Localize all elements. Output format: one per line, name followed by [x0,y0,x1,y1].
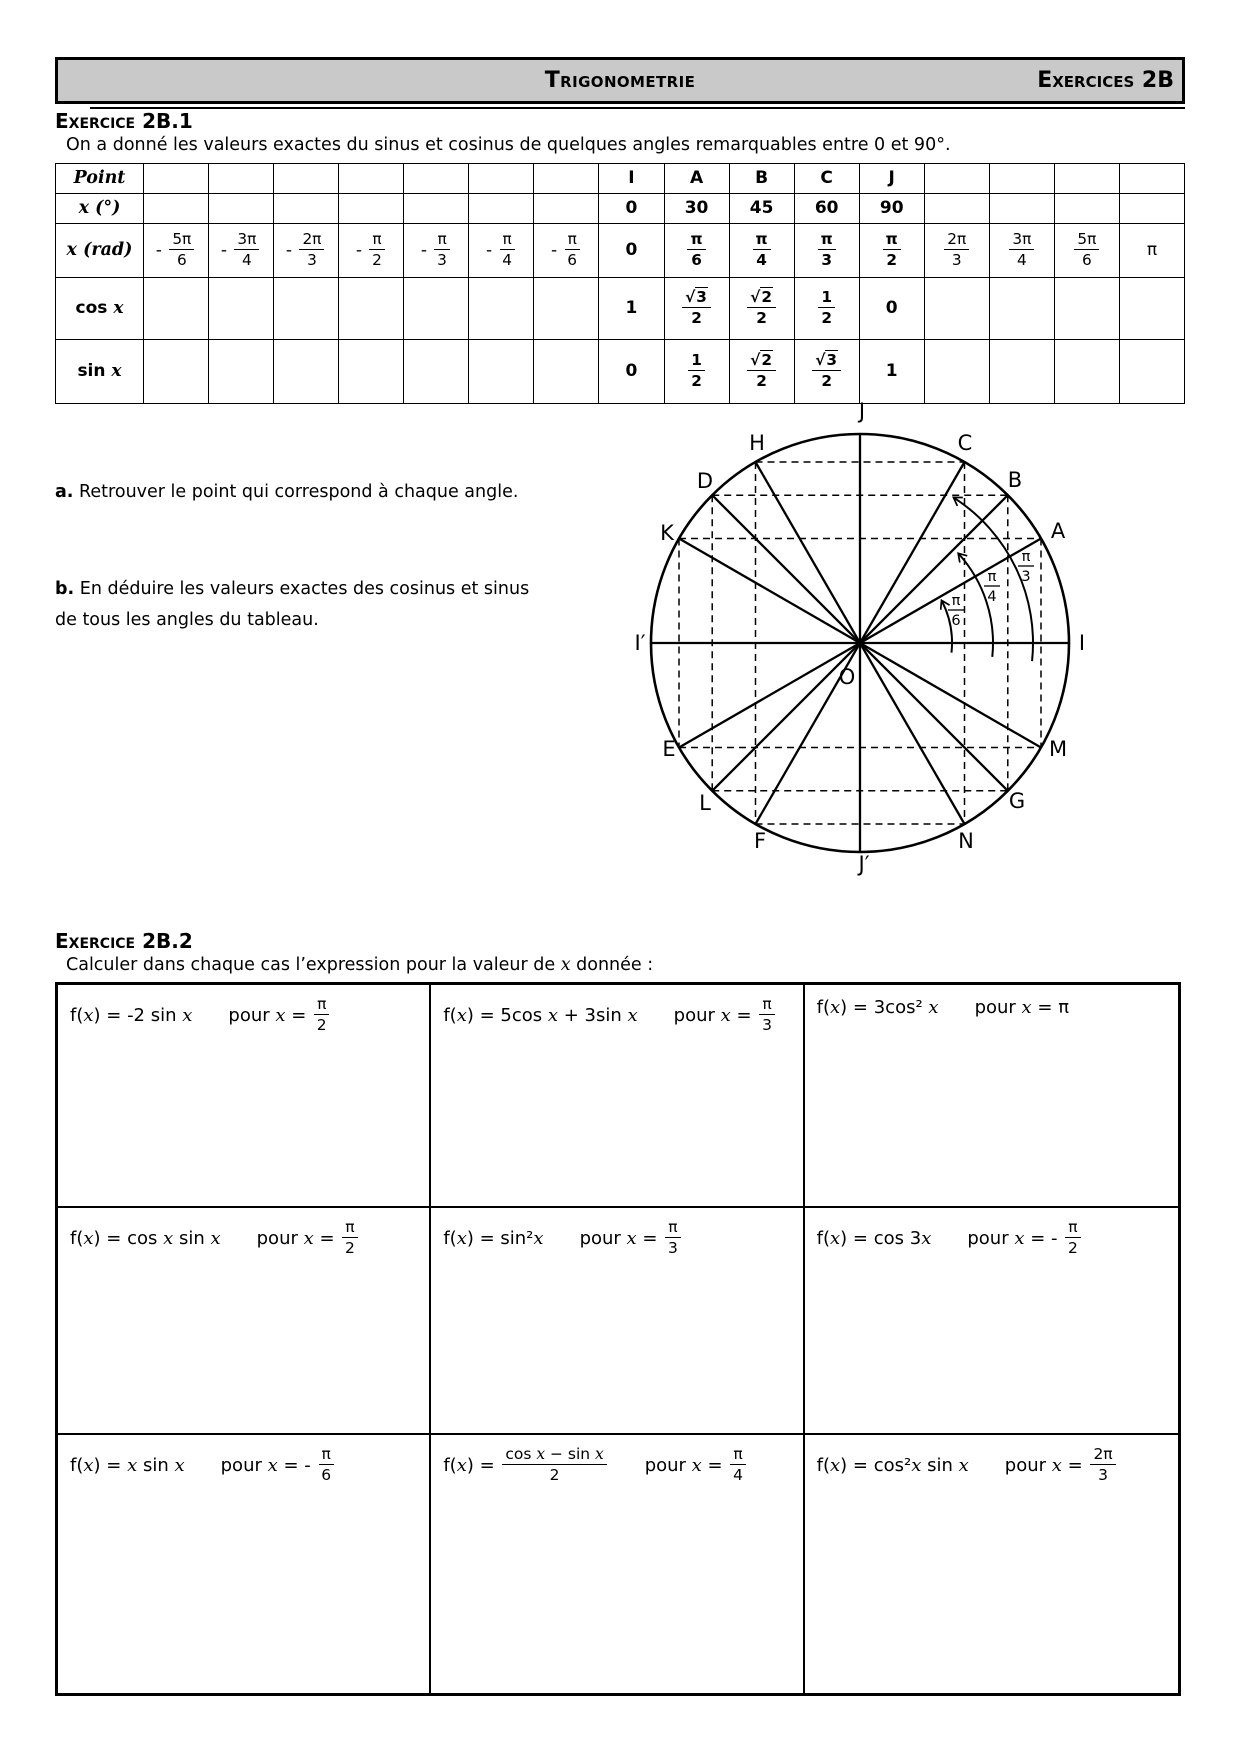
table-cell: 1 [859,340,924,404]
table-cell [274,194,339,224]
table-cell [144,278,209,340]
table-cell: $\frac{1}{2}$ [794,278,859,340]
question-a [55,482,595,502]
row-label: sin x [56,340,144,404]
circle-point-label: L [699,791,711,815]
table-cell: B [729,164,794,194]
ex2-heading: Exercice 2B.2 [55,929,193,953]
ex2-grid [55,982,1181,1696]
table-cell [209,340,274,404]
circle-point-label: A [1050,519,1066,543]
question-b [55,574,615,636]
table-cell: $\frac{3\pi}{4}$ [989,224,1054,278]
table-cell [404,278,469,340]
formula-cell [431,1435,804,1693]
pour-value: pour x = $\frac{\pi}{2}$ [257,1220,360,1258]
row-label: x (°) [56,194,144,224]
formula-cell [431,985,804,1208]
table-cell [1054,194,1119,224]
formula: f(x) = sin²x [443,1227,544,1249]
table-cell [469,340,534,404]
table-cell [144,164,209,194]
table-cell [1054,278,1119,340]
table-cell [209,164,274,194]
table-cell: 0 [599,194,664,224]
pour-value: pour x = $\frac{\pi}{3}$ [674,997,777,1035]
circle-point-label: M [1048,737,1068,761]
circle-point-label: I′ [634,631,646,655]
document-title: Trigonometrie [544,68,696,93]
circle-point-label: E [662,737,676,761]
table-cell: $\frac{√2}{2}$ [729,278,794,340]
table-cell [339,340,404,404]
question-a-text: Retrouver le point qui correspond à chaque angle. [79,482,519,502]
arc-label-numerator: π [987,569,997,585]
circle-point-label: D [696,469,714,493]
formula-cell [805,1208,1178,1435]
table-cell: $\frac{√3}{2}$ [664,278,729,340]
table-row [56,278,1185,340]
table-cell [469,164,534,194]
circle-point-label: G [1008,789,1026,813]
table-cell: $\frac{√2}{2}$ [729,340,794,404]
formula: f(x) = cos 3x [816,1227,932,1249]
formula: f(x) = -2 sin x [70,1004,193,1026]
table-cell: C [794,164,859,194]
formula-cell [805,1435,1178,1693]
table-cell: 1 [599,278,664,340]
table-cell: $\frac{√3}{2}$ [794,340,859,404]
table-cell [469,194,534,224]
table-cell [339,278,404,340]
ex2-intro: Calculer dans chaque cas l’expression pour la valeur de x donnée : [66,955,654,975]
pour-value: pour x = $\frac{\pi}{2}$ [228,997,331,1035]
question-a-label: a. [55,482,74,502]
table-cell: 90 [859,194,924,224]
pour-value: pour x = π [974,997,1070,1018]
header-right-label: Exercices 2B [1037,68,1174,93]
table-cell: $\frac{2\pi}{3}$ [924,224,989,278]
table-cell [404,194,469,224]
pour-value: pour x = $\frac{2\pi}{3}$ [1005,1447,1118,1485]
table-cell: - $\frac{\pi}{2}$ [339,224,404,278]
circle-point-label: B [1007,468,1023,492]
table-row [56,194,1185,224]
table-cell: A [664,164,729,194]
pour-value: pour x = - $\frac{\pi}{2}$ [967,1220,1082,1258]
table-cell: I [599,164,664,194]
table-cell [339,164,404,194]
formula: f(x) = 5cos x + 3sin x [443,1004,638,1026]
table-cell: - $\frac{\pi}{6}$ [534,224,599,278]
arc-label-numerator: π [951,593,961,609]
table-cell [274,340,339,404]
table-cell [274,278,339,340]
table-cell: 0 [859,278,924,340]
circle-point-label: I [1078,631,1086,655]
table-cell: π [1119,224,1184,278]
arc-label-denominator: 6 [951,613,961,629]
circle-center-label: O [838,665,856,689]
pour-value: pour x = $\frac{\pi}{3}$ [580,1220,683,1258]
table-cell: 45 [729,194,794,224]
table-cell [924,278,989,340]
formula: f(x) = 3cos² x [816,997,939,1018]
table-cell: $\frac{1}{2}$ [664,340,729,404]
table-cell [1119,164,1184,194]
table-cell [534,194,599,224]
table-cell: $\frac{\pi}{2}$ [859,224,924,278]
table-cell: $\frac{\pi}{4}$ [729,224,794,278]
arc-label-numerator: π [1021,549,1031,565]
table-cell [274,164,339,194]
circle-point-label: H [749,431,765,455]
unit-circle-diagram [588,366,1128,901]
arc-label-denominator: 3 [1021,569,1031,585]
formula-cell [431,1208,804,1435]
ex1-intro: On a donné les valeurs exactes du sinus et cosinus de quelques angles remarquables entre 0 et 90°. [66,135,951,155]
table-cell: - $\frac{5\pi}{6}$ [144,224,209,278]
circle-point-label: N [958,829,974,853]
table-cell [144,194,209,224]
table-cell [144,340,209,404]
arc-label-denominator: 4 [987,589,997,605]
formula: f(x) = $\frac{\text{cos x − sin x}}{2}$ [443,1447,608,1485]
formula: f(x) = x sin x [70,1454,185,1476]
table-cell [534,278,599,340]
table-cell [1119,278,1184,340]
table-cell [924,164,989,194]
table-cell [1119,340,1184,404]
table-cell [989,164,1054,194]
formula-cell [58,985,431,1208]
question-b-text-line1: En déduire les valeurs exactes des cosinus et sinus [79,579,530,599]
table-cell [534,164,599,194]
circle-point-label: J′ [858,852,870,876]
ex1-heading: Exercice 2B.1 [55,109,193,133]
table-row [56,224,1185,278]
table-cell [1054,164,1119,194]
formula-cell [58,1435,431,1693]
table-cell [1119,194,1184,224]
table-cell: - $\frac{3\pi}{4}$ [209,224,274,278]
question-b-text-line2: de tous les angles du tableau. [55,610,319,630]
table-cell [404,164,469,194]
pour-value: pour x = $\frac{\pi}{4}$ [645,1447,748,1485]
table-cell [339,194,404,224]
table-cell: - $\frac{\pi}{4}$ [469,224,534,278]
table-cell: - $\frac{\pi}{3}$ [404,224,469,278]
header-underline [90,107,1185,109]
circle-point-label: C [957,431,973,455]
circle-point-label: F [753,829,767,853]
circle-point-label: K [660,521,674,545]
table-cell: J [859,164,924,194]
table-cell [404,340,469,404]
table-cell [924,194,989,224]
table-cell: 0 [599,340,664,404]
formula-cell [58,1208,431,1435]
table-cell [209,278,274,340]
row-label: x (rad) [56,224,144,278]
table-cell: 0 [599,224,664,278]
formula: f(x) = cos²x sin x [816,1454,969,1476]
table-cell [469,278,534,340]
circle-point-label: J [858,399,866,423]
table-cell: 60 [794,194,859,224]
table-cell: $\frac{\pi}{3}$ [794,224,859,278]
header-bar [55,57,1185,104]
table-cell [989,194,1054,224]
table-cell [209,194,274,224]
row-label: cos x [56,278,144,340]
table-cell: $\frac{5\pi}{6}$ [1054,224,1119,278]
table-cell: $\frac{\pi}{6}$ [664,224,729,278]
formula: f(x) = cos x sin x [70,1227,221,1249]
table-cell [989,278,1054,340]
formula-cell [805,985,1178,1208]
table-cell: - $\frac{2\pi}{3}$ [274,224,339,278]
table-cell: 30 [664,194,729,224]
question-b-label: b. [55,579,75,599]
pour-value: pour x = - $\frac{\pi}{6}$ [221,1447,336,1485]
table-row [56,164,1185,194]
row-label: Point [56,164,144,194]
